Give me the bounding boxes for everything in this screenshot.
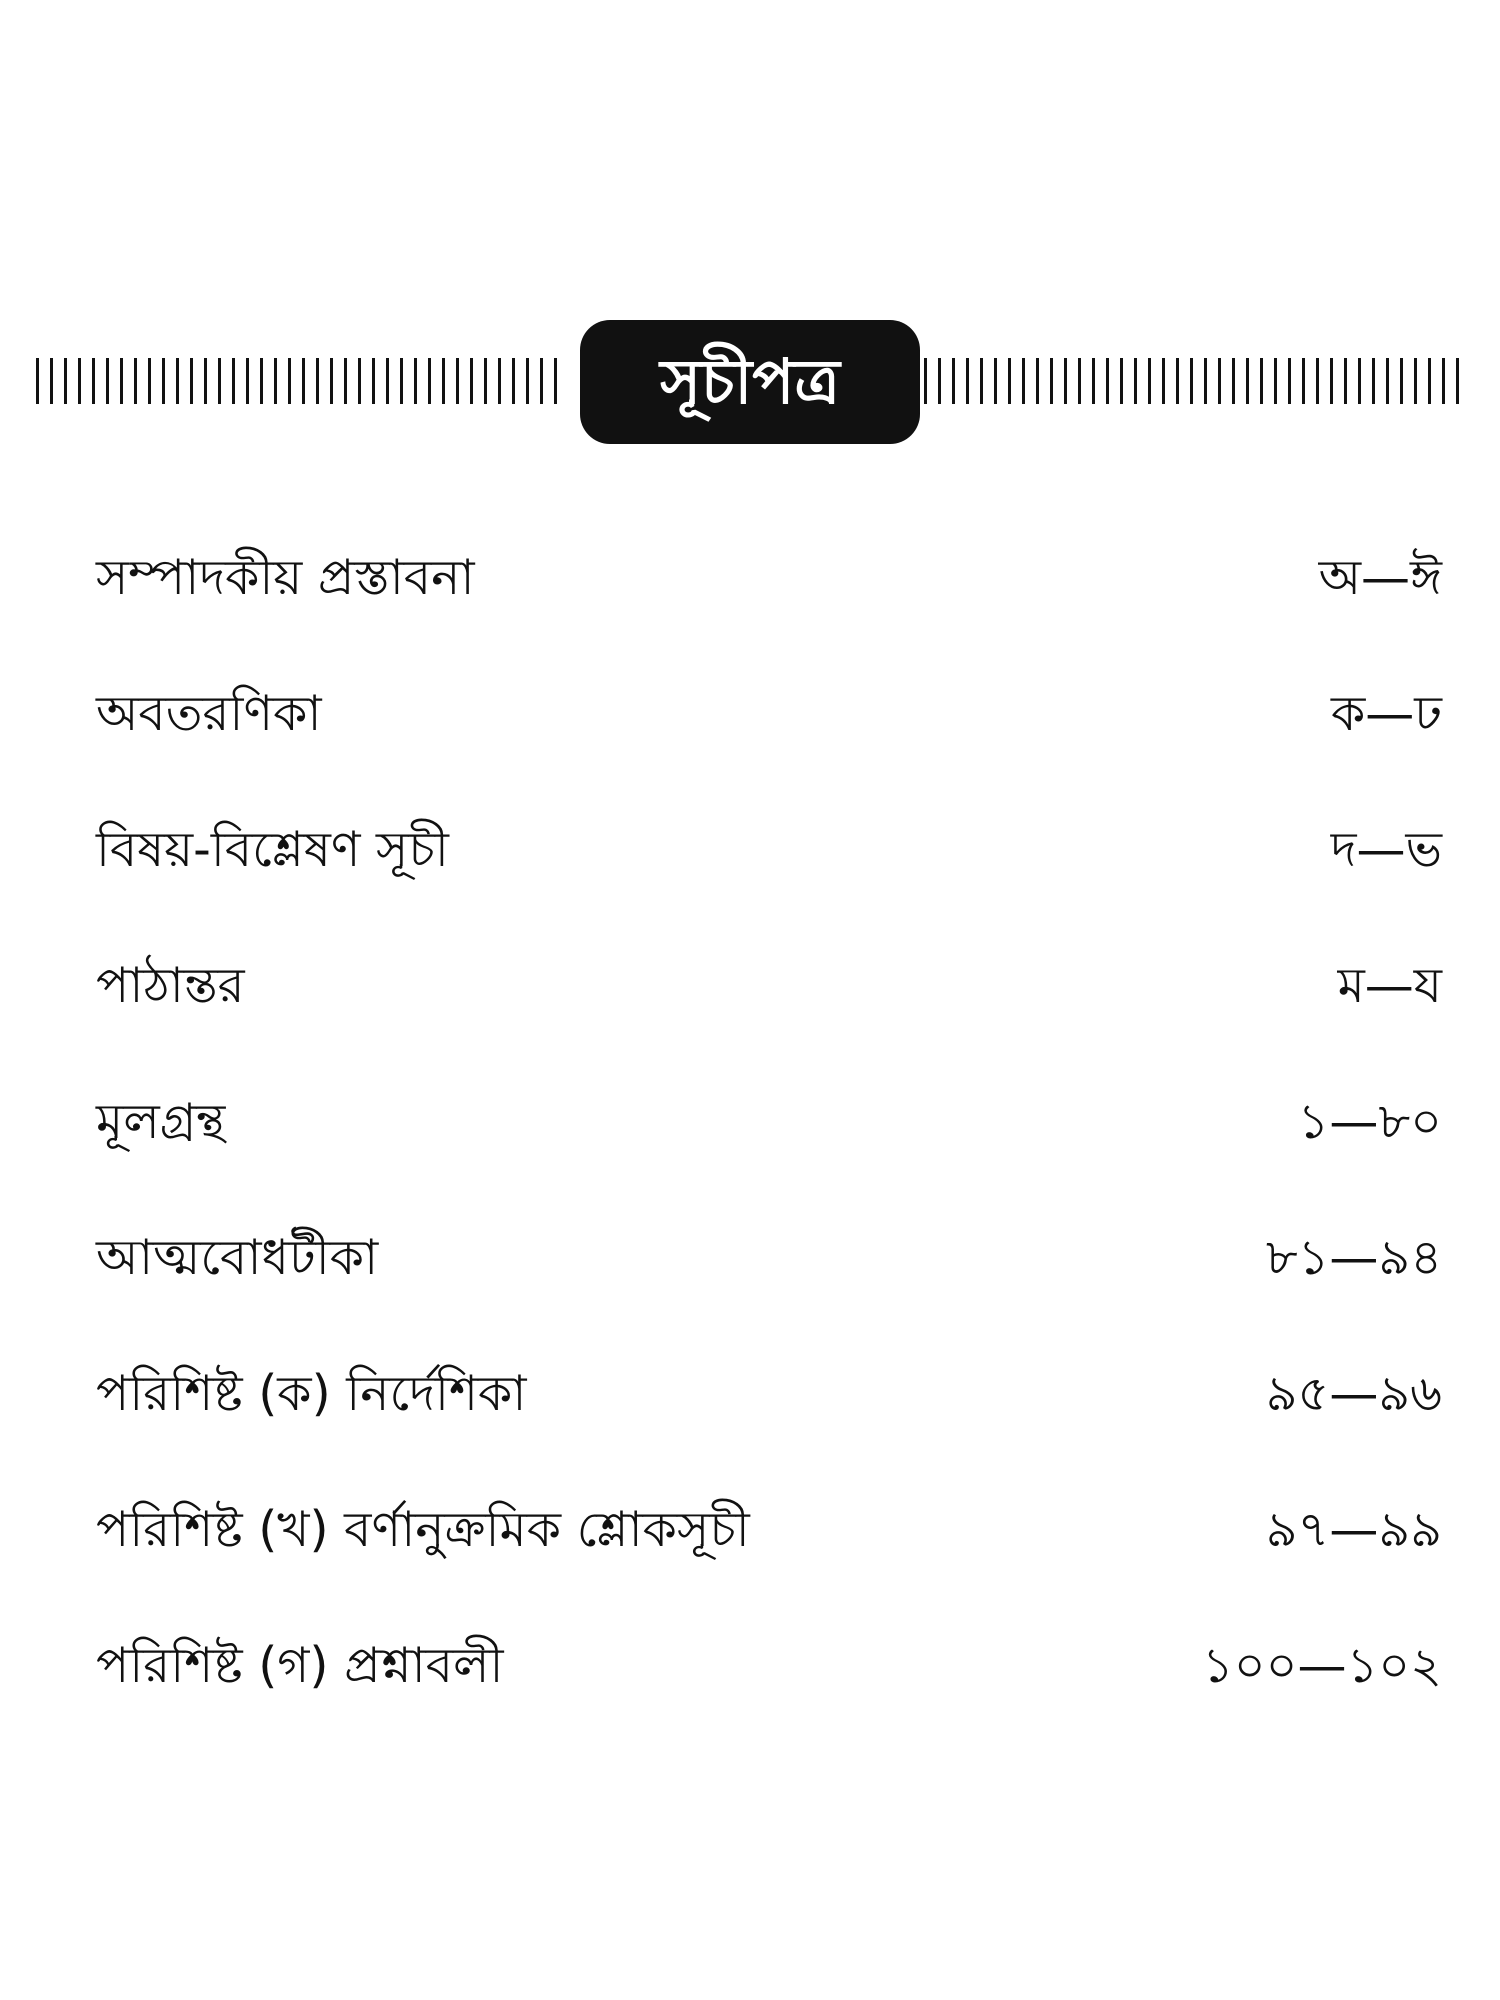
- toc-entry-label: পরিশিষ্ট (ক) নির্দেশিকা: [96, 1365, 527, 1423]
- toc-entry-pages: ম—য: [1337, 957, 1442, 1015]
- toc-row: [96, 1326, 1442, 1462]
- title-band: [36, 320, 1466, 444]
- page-title: সূচীপত্র: [660, 345, 840, 418]
- toc-entry-label: আত্মবোধটীকা: [96, 1229, 379, 1287]
- toc-entry-pages: ৯৭—৯৯: [1265, 1501, 1442, 1559]
- toc-entry-pages: ১০০—১০২: [1201, 1637, 1442, 1695]
- decorative-rule-left: [36, 358, 563, 404]
- toc-row: [96, 1462, 1442, 1598]
- toc-entry-label: অবতরণিকা: [96, 685, 322, 743]
- table-of-contents: [96, 510, 1442, 1734]
- toc-row: [96, 918, 1442, 1054]
- toc-entry-label: পরিশিষ্ট (গ) প্রশ্নাবলী: [96, 1637, 504, 1695]
- toc-row: [96, 1190, 1442, 1326]
- toc-row: [96, 646, 1442, 782]
- toc-row: [96, 1054, 1442, 1190]
- decorative-rule-right: [924, 358, 1466, 404]
- toc-entry-label: বিষয়-বিশ্লেষণ সূচী: [96, 821, 449, 879]
- toc-entry-pages: ৮১—৯৪: [1265, 1229, 1442, 1287]
- toc-entry-label: মূলগ্রন্থ: [96, 1093, 226, 1151]
- toc-row: [96, 782, 1442, 918]
- toc-entry-pages: অ—ঈ: [1318, 549, 1442, 607]
- toc-entry-pages: ক—ঢ: [1331, 685, 1442, 743]
- toc-entry-label: পরিশিষ্ট (খ) বর্ণানুক্রমিক শ্লোকসূচী: [96, 1501, 750, 1559]
- toc-entry-label: পাঠান্তর: [96, 957, 245, 1015]
- title-box: [580, 320, 920, 444]
- toc-entry-pages: ১—৮০: [1297, 1093, 1442, 1151]
- toc-entry-pages: ৯৫—৯৬: [1265, 1365, 1442, 1423]
- toc-entry-label: সম্পাদকীয় প্রস্তাবনা: [96, 549, 475, 607]
- toc-row: [96, 1598, 1442, 1734]
- toc-row: [96, 510, 1442, 646]
- toc-entry-pages: দ—ভ: [1330, 821, 1442, 879]
